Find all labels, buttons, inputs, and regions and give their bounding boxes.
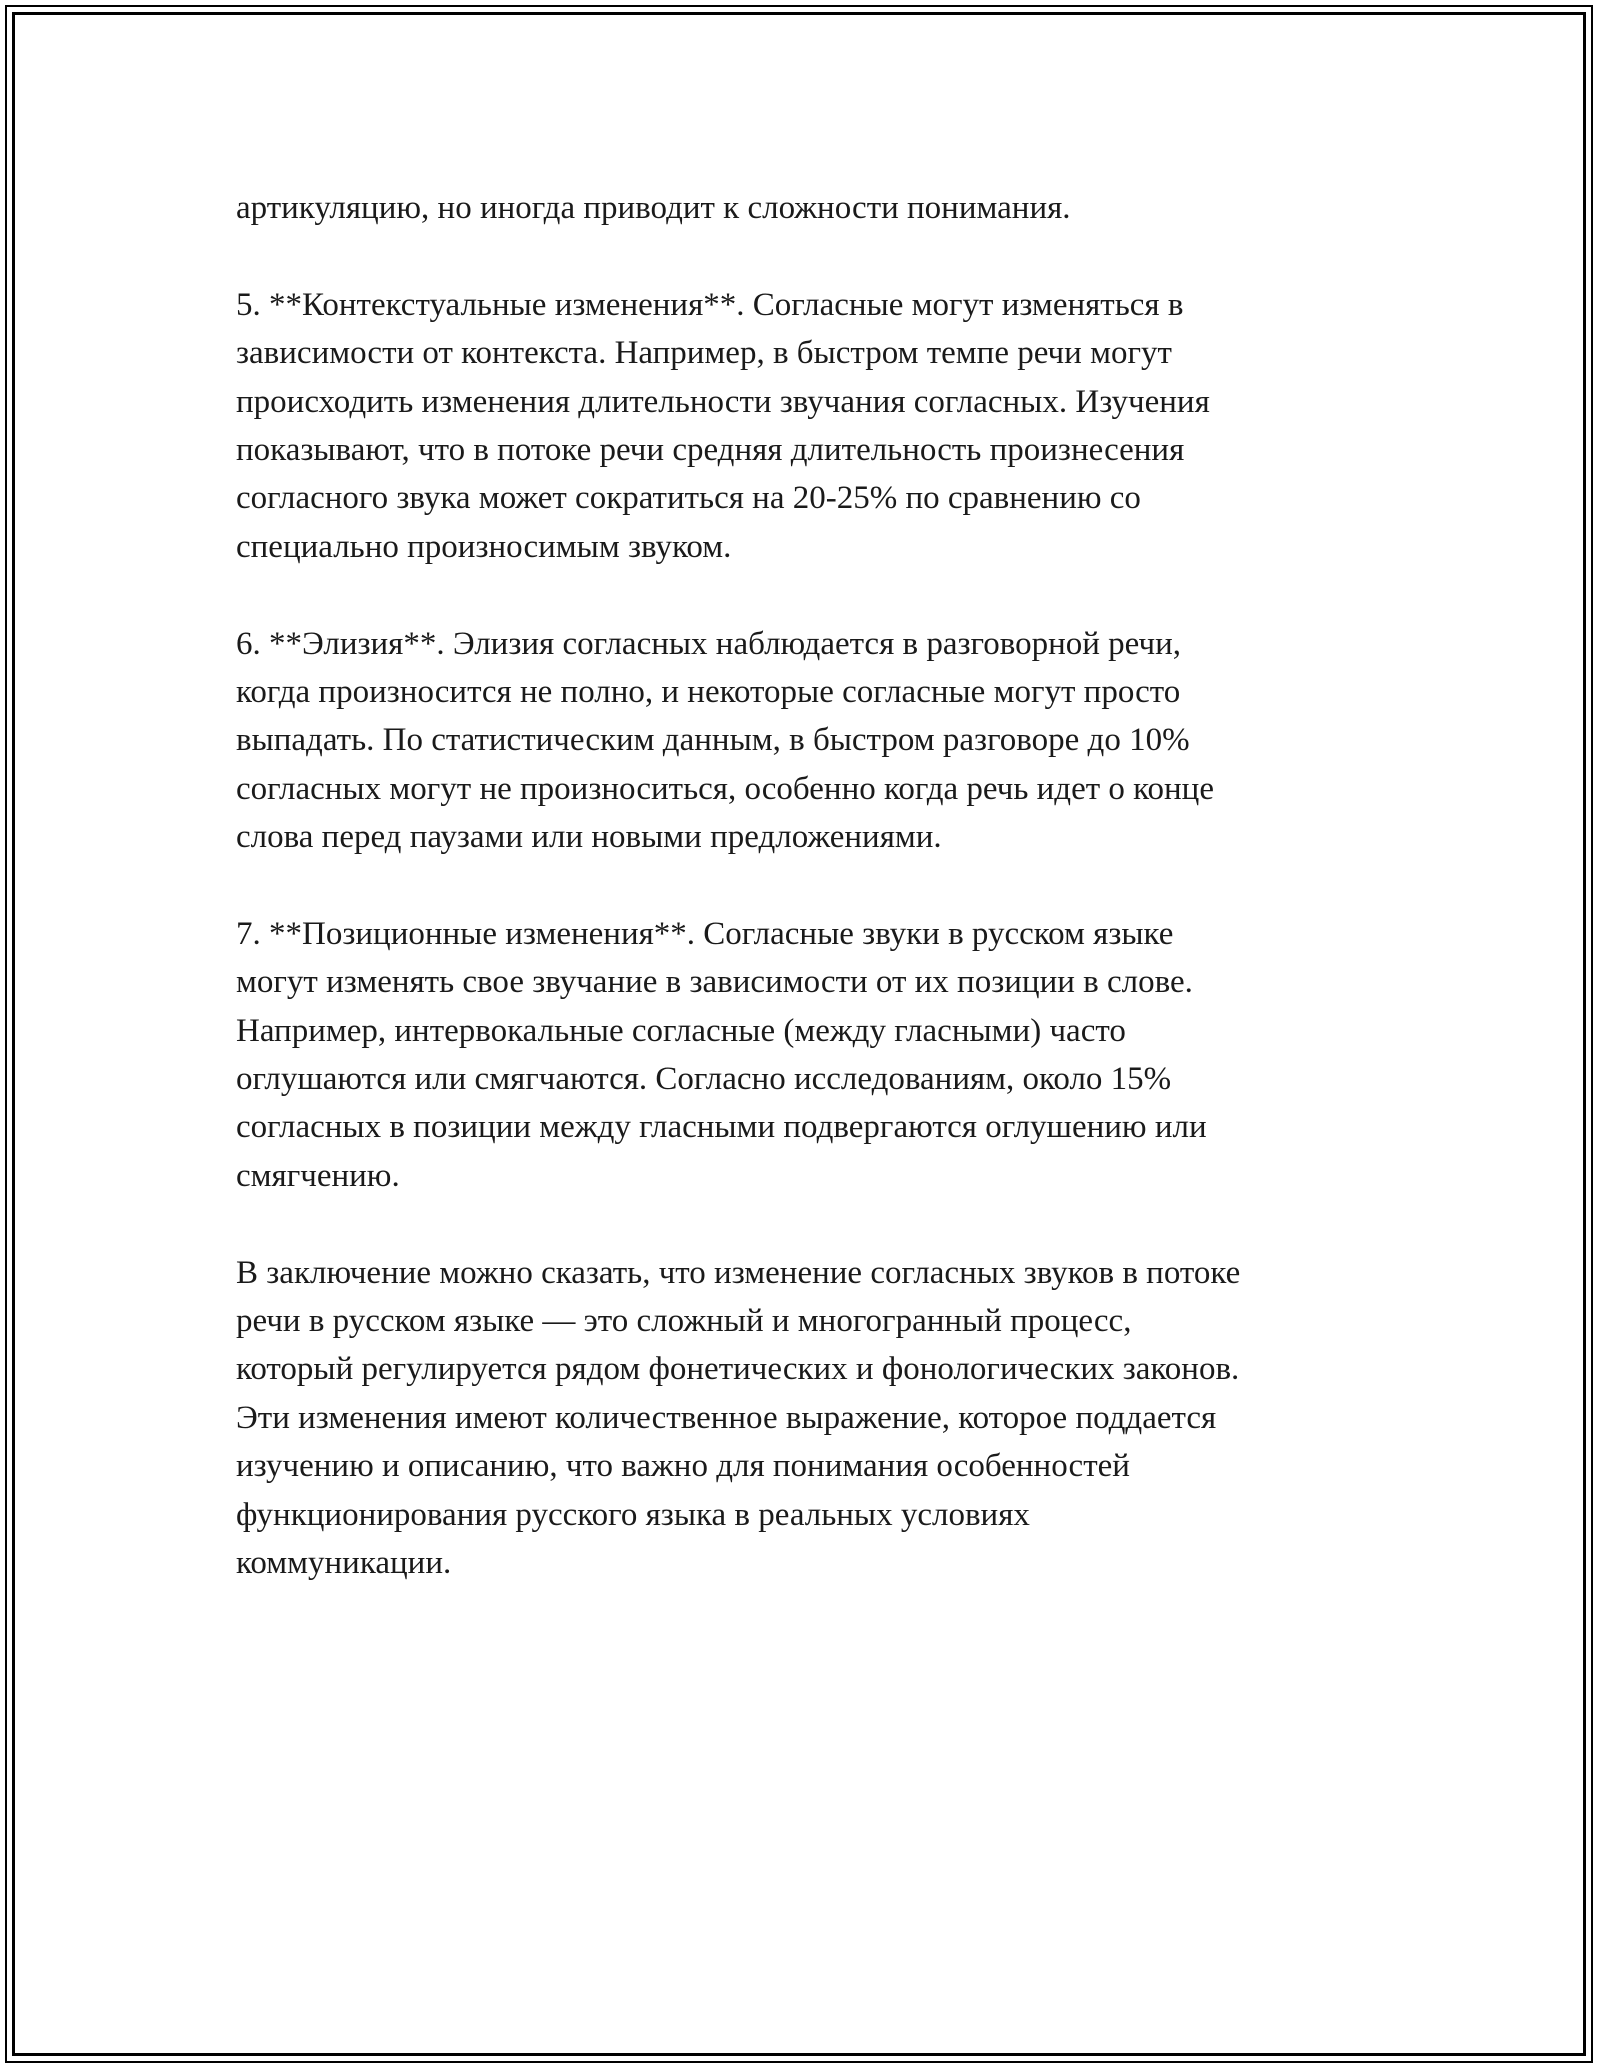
document-body (236, 184, 1396, 1587)
text-line: речи в русском языке — это сложный и многогранный процесс, (236, 1302, 1132, 1339)
text-line: зависимости от контекста. Например, в быстром темпе речи могут (236, 335, 1172, 372)
paragraph-gap (236, 571, 1396, 619)
paragraph-conclusion (236, 1249, 1396, 1588)
paragraph-gap (236, 1200, 1396, 1248)
paragraph-item-6 (236, 620, 1396, 862)
text-line: оглушаются или смягчаются. Согласно исследованиям, около 15% (236, 1061, 1172, 1098)
paragraph-continuation (236, 184, 1396, 232)
text-line: 5. **Контекстуальные изменения**. Согласные могут изменяться в (236, 286, 1184, 323)
paragraph-item-5 (236, 281, 1396, 571)
paragraph-gap (236, 232, 1396, 280)
text-line: Например, интервокальные согласные (между гласными) часто (236, 1012, 1126, 1049)
paragraph-item-7 (236, 910, 1396, 1200)
paragraph-gap (236, 861, 1396, 909)
text-line: показывают, что в потоке речи средняя длительность произнесения (236, 431, 1185, 468)
text-line: специально произносимым звуком. (236, 528, 732, 565)
text-line: могут изменять свое звучание в зависимости от их позиции в слове. (236, 964, 1193, 1001)
text-line: когда произносится не полно, и некоторые согласные могут просто (236, 673, 1181, 710)
text-line: артикуляцию, но иногда приводит к сложности понимания. (236, 190, 1071, 226)
text-line: слова перед паузами или новыми предложениями. (236, 819, 942, 856)
text-line: Эти изменения имеют количественное выражение, которое поддается (236, 1399, 1217, 1436)
text-line: смягчению. (236, 1157, 400, 1194)
text-line: согласных в позиции между гласными подвергаются оглушению или (236, 1109, 1207, 1146)
text-line: функционирования русского языка в реальных условиях (236, 1496, 1030, 1533)
text-line: В заключение можно сказать, что изменение согласных звуков в потоке (236, 1254, 1241, 1291)
text-line: который регулируется рядом фонетических и фонологических законов. (236, 1351, 1240, 1388)
text-line: происходить изменения длительности звучания согласных. Изучения (236, 383, 1210, 420)
text-line: согласных могут не произноситься, особенно когда речь идет о конце (236, 770, 1214, 807)
text-line: выпадать. По статистическим данным, в быстром разговоре до 10% (236, 722, 1190, 759)
text-line: согласного звука может сократиться на 20-25% по сравнению со (236, 480, 1141, 517)
text-line: 6. **Элизия**. Элизия согласных наблюдается в разговорной речи, (236, 625, 1181, 662)
text-line: 7. **Позиционные изменения**. Согласные звуки в русском языке (236, 915, 1174, 952)
text-line: коммуникации. (236, 1544, 452, 1581)
text-line: изучению и описанию, что важно для понимания особенностей (236, 1448, 1130, 1485)
